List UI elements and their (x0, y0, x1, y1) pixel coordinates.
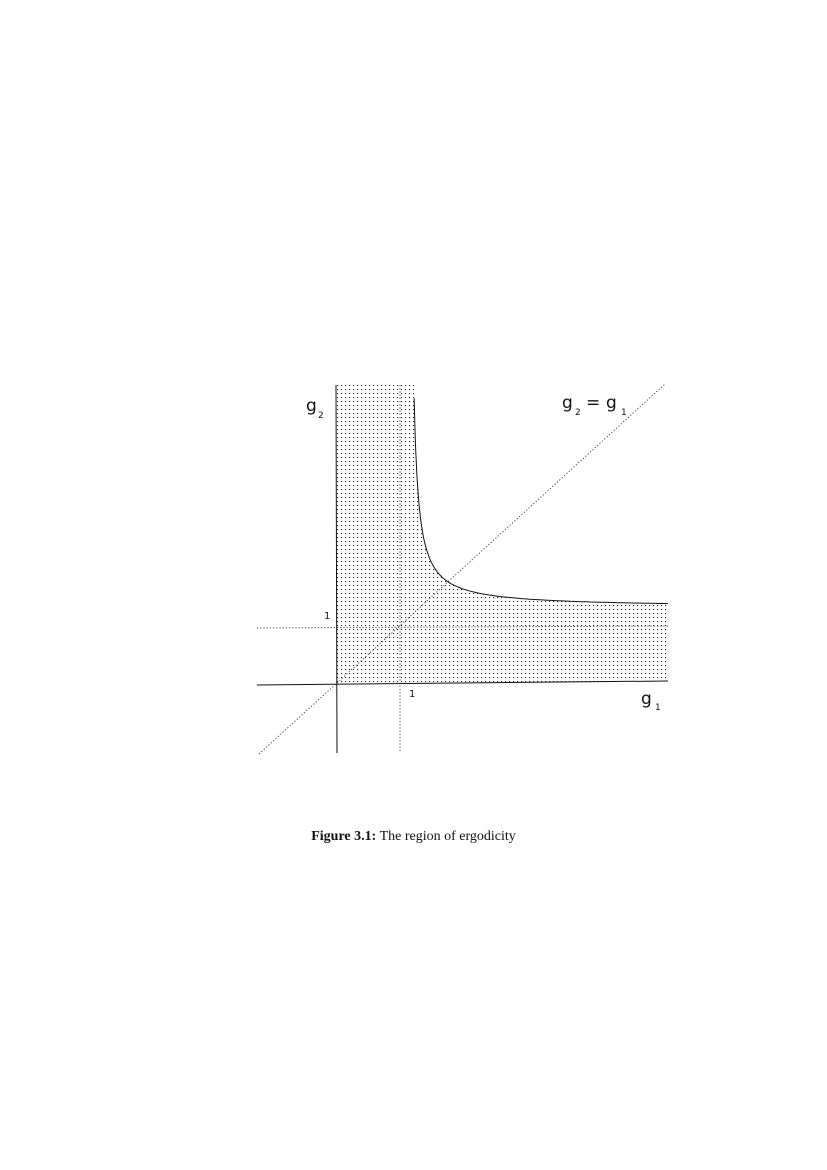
figure-caption (0, 829, 827, 845)
diagonal-annotation-equals: = (586, 393, 601, 413)
diagonal-annotation-rhs: g (606, 393, 617, 413)
hyperbola-boundary-curve (414, 398, 668, 603)
diagonal-annotation (562, 393, 627, 418)
figure-caption-label: Figure 3.1: (311, 829, 377, 844)
y-axis-label: g (306, 396, 317, 416)
diagonal-line (259, 384, 665, 754)
y-axis-label-subscript: 2 (318, 411, 324, 421)
diagonal-annotation-lhs: g (562, 393, 573, 413)
diagonal-annotation-rhs-subscript: 1 (621, 408, 627, 418)
x-axis-label: g (641, 689, 652, 709)
y-tick-label-1: 1 (324, 611, 331, 622)
x-tick-label-1: 1 (409, 689, 416, 700)
x-axis-label-subscript: 1 (655, 703, 661, 713)
shaded-ergodicity-region (336, 385, 668, 683)
figure-caption-text: The region of ergodicity (379, 829, 516, 844)
diagonal-annotation-lhs-subscript: 2 (575, 408, 581, 418)
